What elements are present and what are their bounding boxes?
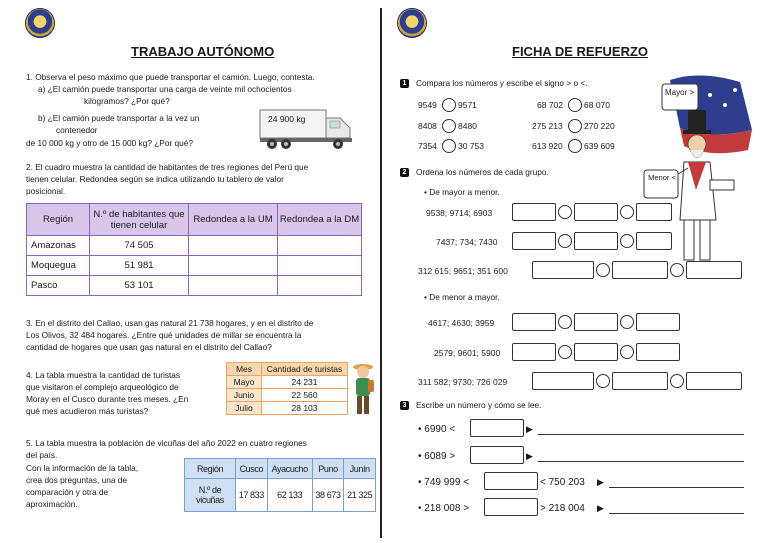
compare-a: 9549 bbox=[418, 100, 437, 110]
number-box[interactable] bbox=[470, 446, 524, 464]
arrow-icon: ▶ bbox=[597, 503, 604, 513]
group-numbers: 311 582; 9730; 726 029 bbox=[418, 377, 508, 387]
answer-cell[interactable] bbox=[278, 236, 362, 256]
sign-circle[interactable] bbox=[558, 205, 572, 219]
school-logo-left bbox=[26, 9, 54, 37]
section-1-badge: 1 bbox=[400, 79, 409, 88]
answer-cell[interactable] bbox=[278, 276, 362, 296]
truck-illustration bbox=[258, 106, 356, 152]
arrow-icon: ▶ bbox=[597, 477, 604, 487]
q5-line2: del país. bbox=[26, 450, 58, 460]
q4-line4: qué mes acudieron más turistas? bbox=[26, 406, 149, 416]
q5-line1: 5. La tabla muestra la población de vicuñas del año 2022 en cuatro regiones bbox=[26, 438, 307, 448]
desc-label: • De mayor a menor. bbox=[424, 187, 500, 197]
answer-box[interactable] bbox=[636, 232, 672, 250]
q3-line3: cantidad de hogares que usan gas natural en el distrito del Callao? bbox=[26, 342, 272, 352]
s3-prefix: • 6089 > bbox=[418, 451, 456, 462]
q4-line3: Moray en el Cusco durante tres meses. ¿En bbox=[26, 394, 189, 404]
header-region: Región bbox=[185, 459, 236, 479]
arrow-icon: ▶ bbox=[526, 451, 533, 461]
table-row bbox=[227, 376, 348, 389]
sign-circle[interactable] bbox=[596, 263, 610, 277]
answer-box[interactable] bbox=[532, 372, 594, 390]
answer-box[interactable] bbox=[512, 232, 556, 250]
header-habitantes: N.º de habitantes que tienen celular bbox=[90, 204, 189, 236]
q2-line1: 2. El cuadro muestra la cantidad de habitantes de tres regiones del Perú que bbox=[26, 162, 309, 172]
s3-prefix: • 218 008 > bbox=[418, 503, 470, 514]
compare-a: 68 702 bbox=[537, 100, 563, 110]
region-cell: Amazonas bbox=[27, 236, 90, 256]
table-row bbox=[27, 276, 362, 296]
table-row bbox=[27, 236, 362, 256]
right-title: FICHA DE REFUERZO bbox=[512, 44, 649, 59]
answer-box[interactable] bbox=[512, 203, 556, 221]
section-1-text: Compara los números y escribe el signo > o <. bbox=[416, 78, 588, 88]
tourist-illustration bbox=[350, 360, 376, 420]
sign-circle[interactable] bbox=[596, 374, 610, 388]
group-numbers: 2579; 9601; 5900 bbox=[434, 348, 501, 358]
header-cusco: Cusco bbox=[236, 459, 268, 479]
compare-b: 639 609 bbox=[584, 141, 615, 151]
q1b-line1: b) ¿El camión puede transportar a la vez un bbox=[38, 113, 200, 123]
q1-intro: 1. Observa el peso máximo que puede transportar el camión. Luego, contesta. bbox=[26, 72, 315, 82]
s3-middle: < 750 203 bbox=[540, 477, 585, 488]
group-numbers: 312 615; 9651; 351 600 bbox=[418, 266, 508, 276]
q5-line5: comparación y otra de bbox=[26, 487, 109, 497]
sign-mayor: Mayor > bbox=[665, 88, 695, 97]
answer-box[interactable] bbox=[574, 232, 618, 250]
group-numbers: 9538; 9714; 6903 bbox=[426, 208, 493, 218]
compare-b: 68 070 bbox=[584, 100, 610, 110]
compare-a: 7354 bbox=[418, 141, 437, 151]
q2-line2: tienen celular. Redondea según se indica utilizando tu tablero de valor bbox=[26, 174, 284, 184]
q1a-line1: a) ¿El camión puede transportar una carga de veinte mil ochocientos bbox=[38, 84, 292, 94]
school-logo-right bbox=[398, 9, 426, 37]
answer-box[interactable] bbox=[636, 203, 672, 221]
region-cell: Pasco bbox=[27, 276, 90, 296]
sign-menor: Menor < bbox=[648, 173, 676, 182]
compare-circle[interactable] bbox=[568, 139, 582, 153]
page-divider bbox=[380, 8, 382, 538]
month-cell: Junio bbox=[227, 389, 262, 402]
sign-circle[interactable] bbox=[558, 315, 572, 329]
value-cell: 38 673 bbox=[312, 479, 344, 512]
section-3-text: Escribe un número y cómo se lee. bbox=[416, 400, 542, 410]
vicunas-table bbox=[184, 458, 376, 512]
answer-box[interactable] bbox=[512, 343, 556, 361]
answer-line[interactable] bbox=[609, 513, 744, 514]
group-numbers: 4617; 4630; 3959 bbox=[428, 318, 495, 328]
month-cell: Mayo bbox=[227, 376, 262, 389]
compare-circle[interactable] bbox=[442, 139, 456, 153]
header-junin: Junín bbox=[344, 459, 376, 479]
row-label: N.º de vicuñas bbox=[185, 479, 236, 512]
group-numbers: 7437; 734; 7430 bbox=[436, 237, 498, 247]
sign-circle[interactable] bbox=[620, 315, 634, 329]
answer-box[interactable] bbox=[574, 203, 618, 221]
compare-circle[interactable] bbox=[442, 98, 456, 112]
compare-a: 275 213 bbox=[532, 121, 563, 131]
header-um: Redondea a la UM bbox=[189, 204, 278, 236]
value-cell: 51 981 bbox=[90, 256, 189, 276]
population-table bbox=[26, 203, 362, 296]
value-cell: 74 505 bbox=[90, 236, 189, 256]
header-puno: Puno bbox=[312, 459, 344, 479]
sign-circle[interactable] bbox=[670, 263, 684, 277]
q5-line4: crea dos preguntas, una de bbox=[26, 475, 128, 485]
answer-box[interactable] bbox=[574, 313, 618, 331]
compare-circle[interactable] bbox=[568, 119, 582, 133]
left-title: TRABAJO AUTÓNOMO bbox=[131, 44, 275, 59]
q3-line1: 3. En el distrito del Callao, usan gas natural 21 738 hogares, y en el distrito de bbox=[26, 318, 314, 328]
sign-circle[interactable] bbox=[558, 234, 572, 248]
section-3-badge: 3 bbox=[400, 401, 409, 410]
answer-box[interactable] bbox=[612, 261, 668, 279]
section-2-badge: 2 bbox=[400, 168, 409, 177]
region-cell: Moquegua bbox=[27, 256, 90, 276]
table-row bbox=[185, 479, 376, 512]
compare-b: 9571 bbox=[458, 100, 477, 110]
table-row bbox=[27, 256, 362, 276]
compare-circle[interactable] bbox=[442, 119, 456, 133]
answer-box[interactable] bbox=[532, 261, 594, 279]
header-ayacucho: Ayacucho bbox=[267, 459, 312, 479]
answer-box[interactable] bbox=[612, 372, 668, 390]
sign-circle[interactable] bbox=[670, 374, 684, 388]
value-cell: 21 325 bbox=[344, 479, 376, 512]
header-dm: Redondea a la DM bbox=[278, 204, 362, 236]
answer-line[interactable] bbox=[609, 487, 744, 488]
sign-circle[interactable] bbox=[620, 234, 634, 248]
count-cell: 22 560 bbox=[262, 389, 348, 402]
count-cell: 28 103 bbox=[262, 402, 348, 415]
answer-line[interactable] bbox=[538, 434, 744, 435]
answer-box[interactable] bbox=[574, 343, 618, 361]
q3-line2: Los Olivos, 32 484 hogares. ¿Entre qué unidades de millar se encuentra la bbox=[26, 330, 302, 340]
value-cell: 17 833 bbox=[236, 479, 268, 512]
answer-cell[interactable] bbox=[278, 256, 362, 276]
compare-a: 8408 bbox=[418, 121, 437, 131]
q2-line3: posicional. bbox=[26, 186, 66, 196]
table-row bbox=[227, 389, 348, 402]
number-box[interactable] bbox=[484, 472, 538, 490]
tourists-table bbox=[226, 362, 348, 415]
s3-prefix: • 749 999 < bbox=[418, 477, 470, 488]
answer-cell[interactable] bbox=[189, 276, 278, 296]
count-cell: 24 231 bbox=[262, 376, 348, 389]
q4-line2: que visitaron el complejo arqueológico de bbox=[26, 382, 179, 392]
compare-b: 270 220 bbox=[584, 121, 615, 131]
asc-label: • De menor a mayor. bbox=[424, 292, 500, 302]
arrow-icon: ▶ bbox=[526, 424, 533, 434]
sign-circle[interactable] bbox=[620, 205, 634, 219]
answer-line[interactable] bbox=[538, 461, 744, 462]
answer-box[interactable] bbox=[512, 313, 556, 331]
compare-a: 613 920 bbox=[532, 141, 563, 151]
answer-box[interactable] bbox=[636, 313, 680, 331]
q5-line3: Con la información de la tabla, bbox=[26, 463, 139, 473]
table-row bbox=[227, 402, 348, 415]
q1a-line2: kilogramos? ¿Por qué? bbox=[84, 96, 170, 106]
q1b-line2: contenedor bbox=[56, 125, 98, 135]
answer-cell[interactable] bbox=[189, 256, 278, 276]
compare-b: 8480 bbox=[458, 121, 477, 131]
s3-prefix: • 6990 < bbox=[418, 424, 456, 435]
q4-line1: 4. La tabla muestra la cantidad de turistas bbox=[26, 370, 181, 380]
section-2-text: Ordena los números de cada grupo. bbox=[416, 167, 549, 177]
sign-circle[interactable] bbox=[620, 345, 634, 359]
header-cantidad: Cantidad de turistas bbox=[262, 363, 348, 376]
q1b-line3: de 10 000 kg y otro de 15 000 kg? ¿Por qué? bbox=[26, 138, 193, 148]
number-box[interactable] bbox=[484, 498, 538, 516]
answer-cell[interactable] bbox=[189, 236, 278, 256]
month-cell: Julio bbox=[227, 402, 262, 415]
header-mes: Mes bbox=[227, 363, 262, 376]
answer-box[interactable] bbox=[686, 261, 742, 279]
sign-circle[interactable] bbox=[558, 345, 572, 359]
truck-weight-label: 24 900 kg bbox=[268, 114, 306, 124]
number-box[interactable] bbox=[470, 419, 524, 437]
value-cell: 62 133 bbox=[267, 479, 312, 512]
q5-line6: aproximación. bbox=[26, 499, 78, 509]
header-region: Región bbox=[27, 204, 90, 236]
compare-circle[interactable] bbox=[568, 98, 582, 112]
answer-box[interactable] bbox=[686, 372, 742, 390]
value-cell: 53 101 bbox=[90, 276, 189, 296]
compare-b: 30 753 bbox=[458, 141, 484, 151]
answer-box[interactable] bbox=[636, 343, 680, 361]
s3-middle: > 218 004 bbox=[540, 503, 585, 514]
